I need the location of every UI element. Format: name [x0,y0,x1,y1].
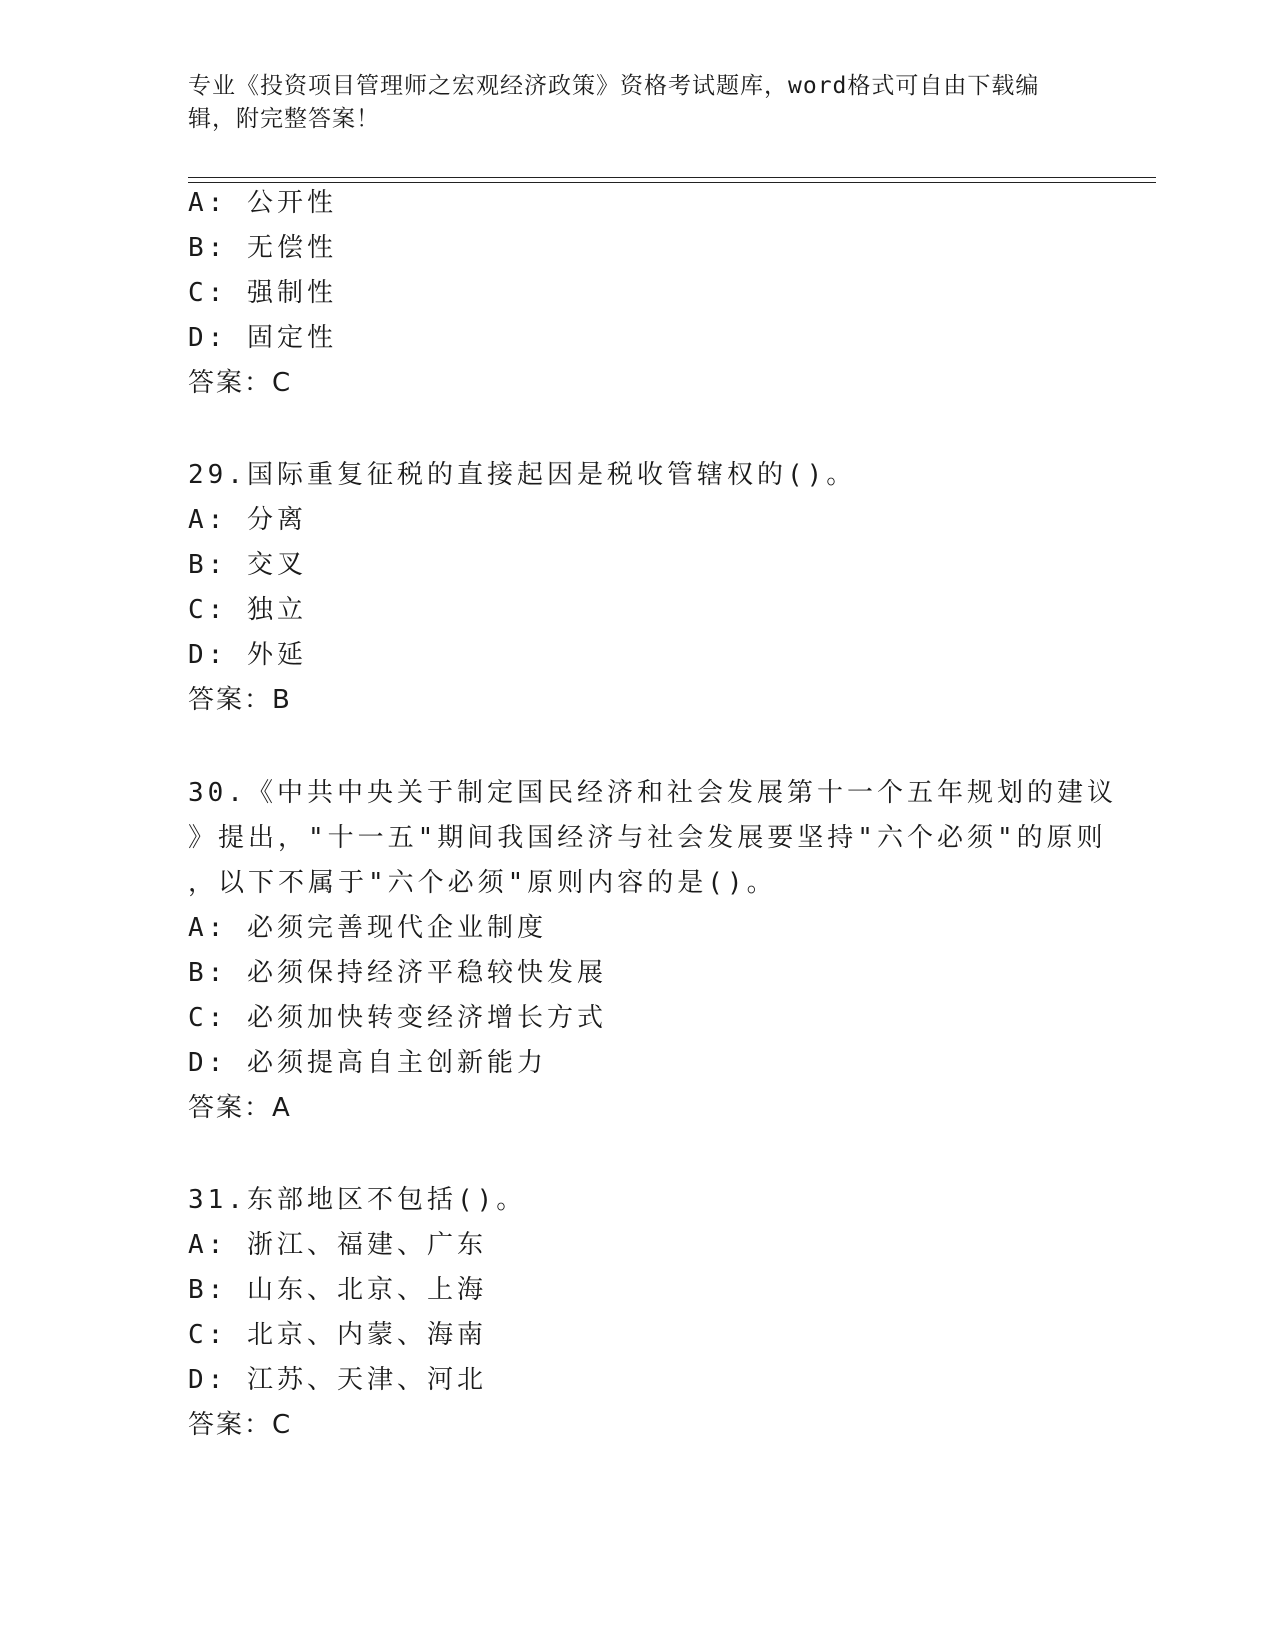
q29-question: 29.国际重复征税的直接起因是税收管辖权的()。 [188,460,857,490]
q29-option-d: D: 外延 [188,640,307,670]
q29-answer: 答案：B [188,685,292,715]
q29-option-b: B: 交叉 [188,550,307,580]
q31-question: 31.东部地区不包括()。 [188,1185,527,1215]
q30-option-b: B: 必须保持经济平稳较快发展 [188,958,607,988]
q30-option-d: D: 必须提高自主创新能力 [188,1048,547,1078]
q31-option-c: C: 北京、内蒙、海南 [188,1320,487,1350]
q30-option-c: C: 必须加快转变经济增长方式 [188,1003,607,1033]
header-divider-bottom [188,182,1156,183]
q30-answer: 答案：A [188,1093,292,1123]
q28-option-a: A: 公开性 [188,188,337,218]
q29-option-c: C: 独立 [188,595,307,625]
q28-option-d: D: 固定性 [188,323,337,353]
q28-option-c: C: 强制性 [188,278,337,308]
q30-question-line-1: 30.《中共中央关于制定国民经济和社会发展第十一个五年规划的建议 [188,778,1117,808]
q31-option-d: D: 江苏、天津、河北 [188,1365,487,1395]
q31-option-b: B: 山东、北京、上海 [188,1275,487,1305]
q31-answer: 答案：C [188,1410,293,1440]
q30-question-line-2: 》提出，"十一五"期间我国经济与社会发展要坚持"六个必须"的原则 [188,823,1107,853]
header-divider-top [188,177,1156,178]
q31-option-a: A: 浙江、福建、广东 [188,1230,487,1260]
q29-option-a: A: 分离 [188,505,307,535]
q28-option-b: B: 无偿性 [188,233,337,263]
q28-answer: 答案：C [188,368,293,398]
q30-question-line-3: ，以下不属于"六个必须"原则内容的是()。 [188,868,777,898]
q30-option-a: A: 必须完善现代企业制度 [188,913,547,943]
document-header: 专业《投资项目管理师之宏观经济政策》资格考试题库，word格式可自由下载编辑，附完整答案！ [188,73,1040,132]
